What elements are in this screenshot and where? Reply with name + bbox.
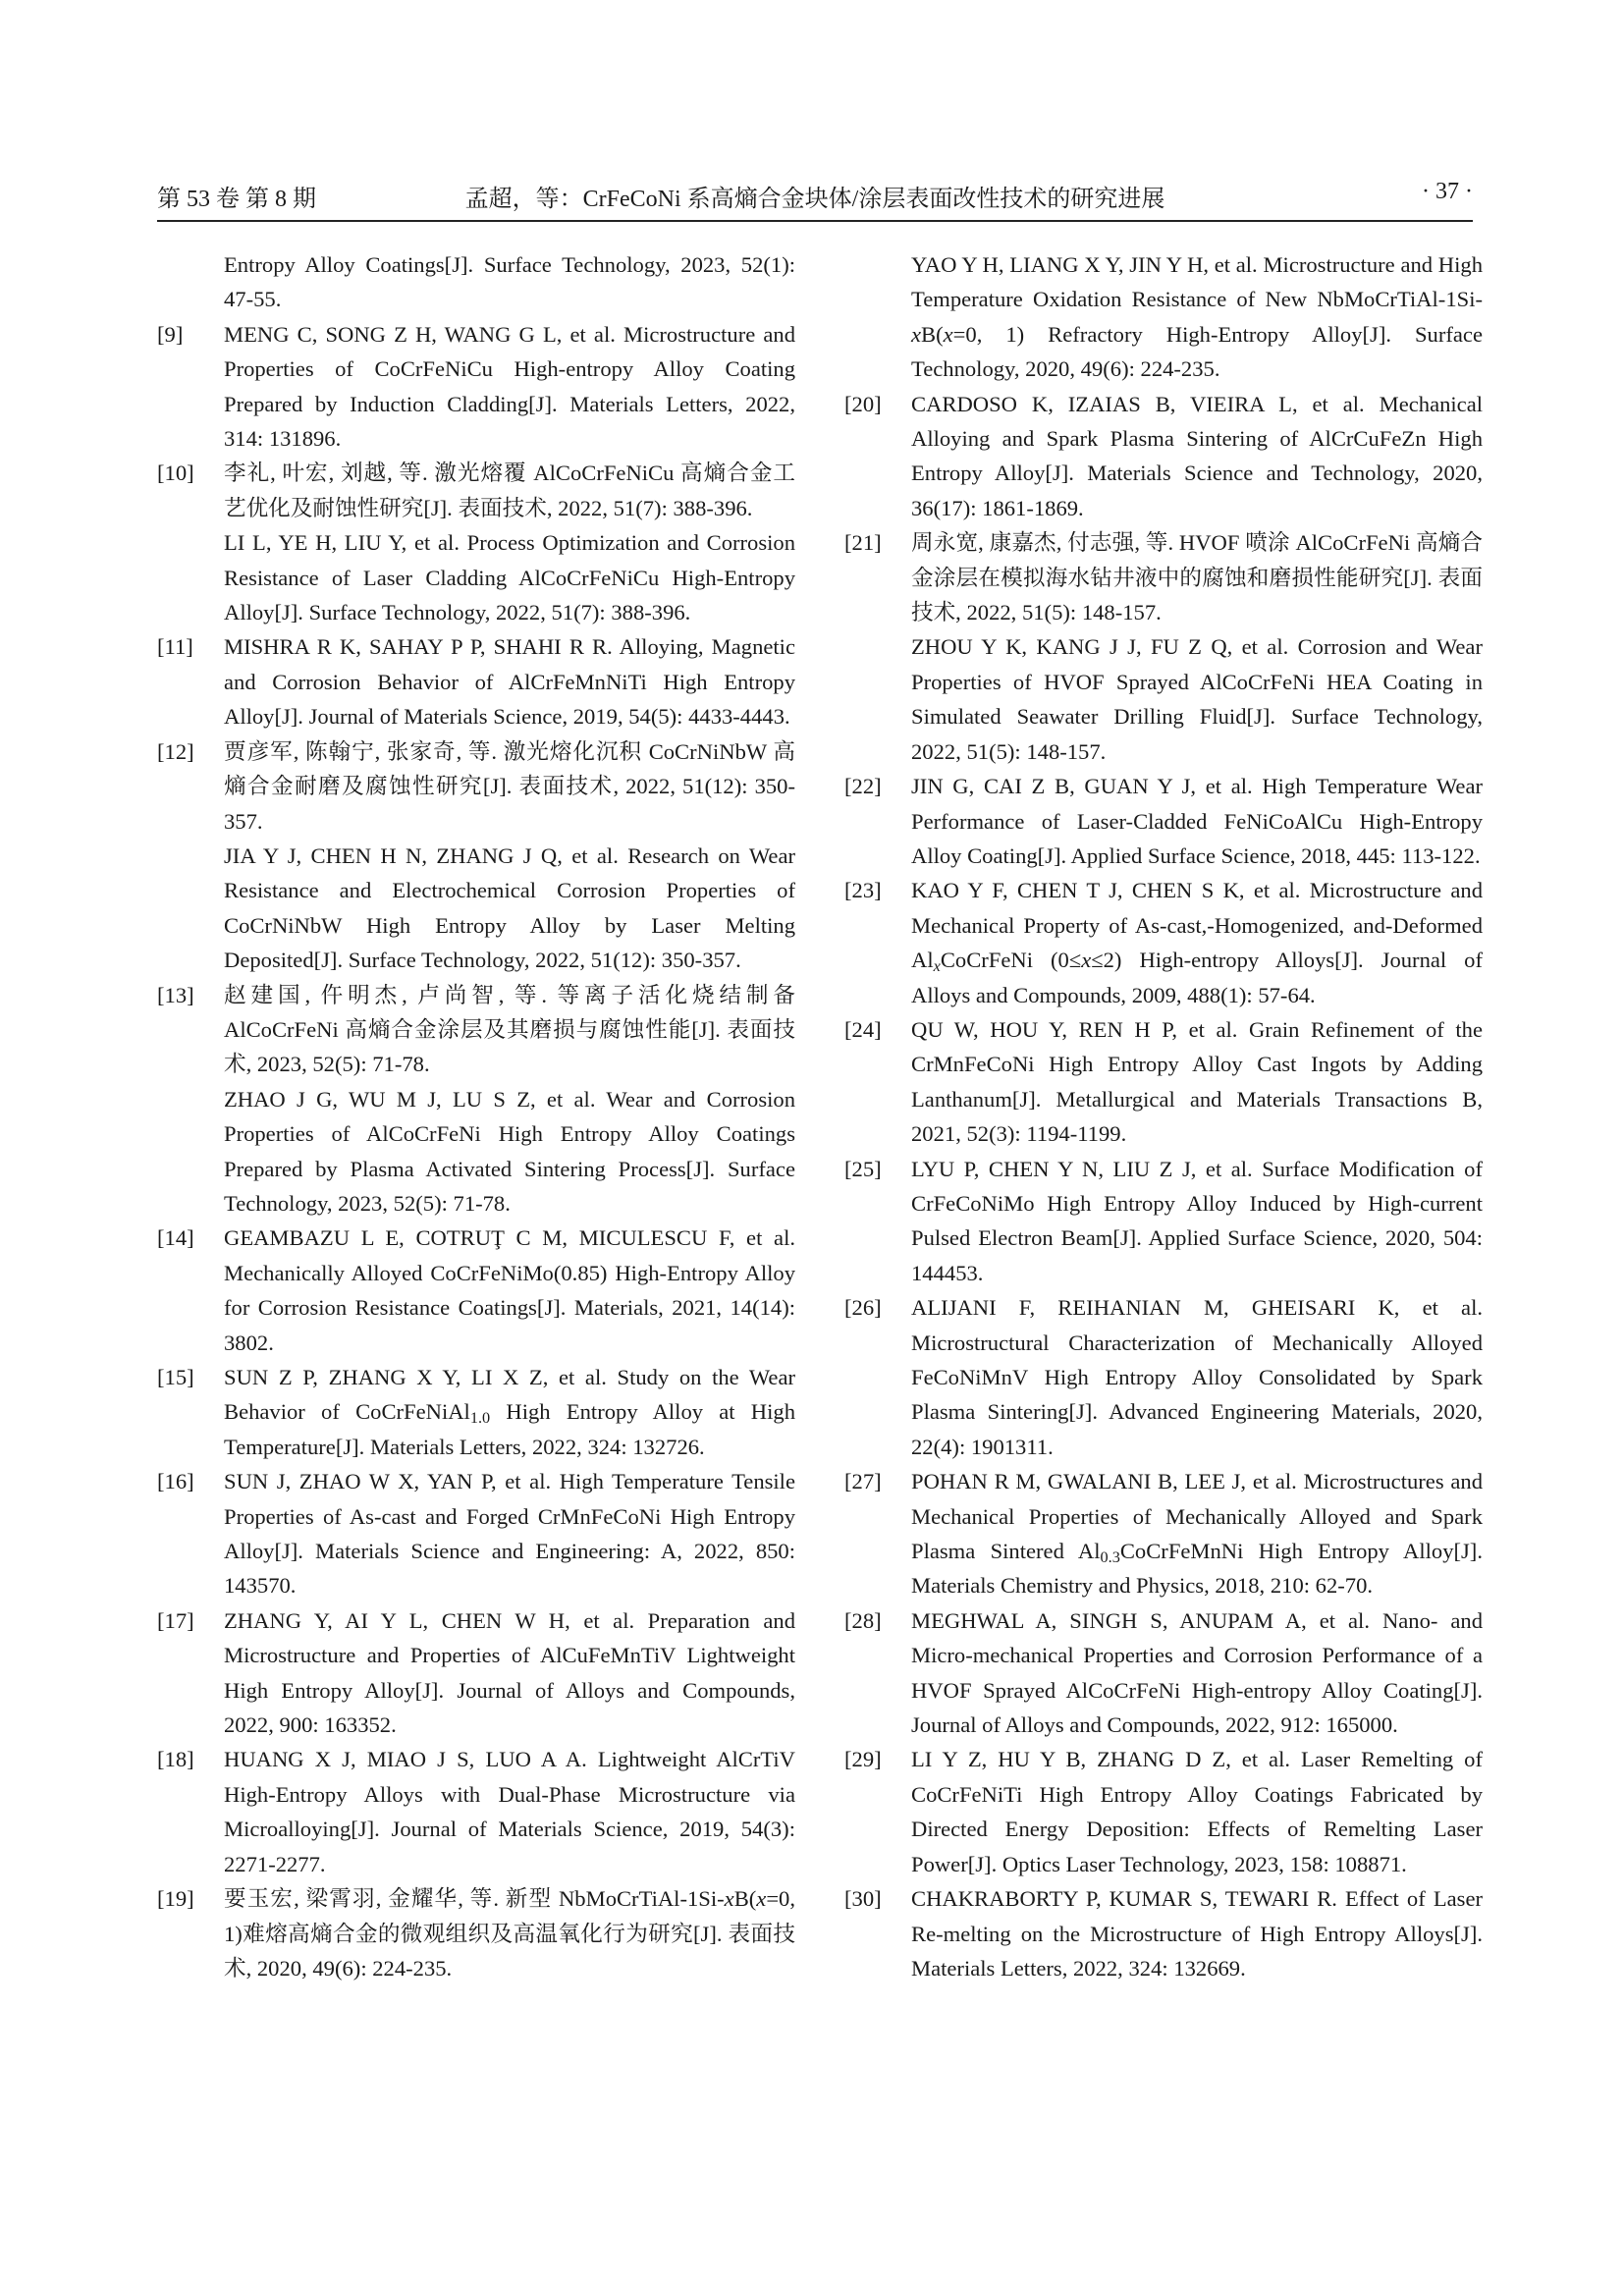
reference-number: [24] xyxy=(844,1016,882,1042)
reference-entry xyxy=(844,1603,1483,1743)
reference-text: MENG C, SONG Z H, WANG G L, et al. Microstructure and Properties of CoCrFeNiCu High-entropy Alloy Coating Prepared by Induction Cladding[J]. Materials Letters, 2022, 314: 131896. xyxy=(224,321,795,452)
reference-text: ALIJANI F, REIHANIAN M, GHEISARI K, et al. Microstructural Characterization of Mechanically Alloyed FeCoNiMnV High Entropy Alloy Consolidated by Spark Plasma Sintering[J]. Advanced Engineering Materials, 2020, 22(4): 1901311. xyxy=(911,1295,1483,1459)
reference-text: JIN G, CAI Z B, GUAN Y J, et al. High Temperature Wear Performance of Laser-Cladded FeNiCoAlCu High-Entropy Alloy Coating[J]. Applied Surface Science, 2018, 445: 113-122. xyxy=(911,774,1483,868)
reference-entry xyxy=(157,1221,795,1360)
reference-entry xyxy=(844,1290,1483,1464)
reference-text: ZHANG Y, AI Y L, CHEN W H, et al. Preparation and Microstructure and Properties of AlCuFeMnTiV Lightweight High Entropy Alloy[J]. Journal of Alloys and Compounds, 2022, 900: 163352. xyxy=(224,1607,795,1738)
volume-issue: 第 53 卷 第 8 期 xyxy=(157,187,316,212)
reference-text: YAO Y H, LIANG X Y, JIN Y H, et al. Microstructure and High Temperature Oxidation Resistance of New NbMoCrTiAl-1Si-xB(x=0, 1) Refractory High-Entropy Alloy[J]. Surface Technology, 2020, 49(6): 224-235. xyxy=(911,252,1483,382)
reference-text: 贾彦军, 陈翰宁, 张家奇, 等. 激光熔化沉积 CoCrNiNbW 高熵合金耐磨及腐蚀性研究[J]. 表面技术, 2022, 51(12): 350-357. xyxy=(224,738,795,834)
reference-entry xyxy=(844,1742,1483,1881)
reference-entry xyxy=(157,1603,795,1743)
reference-text: CARDOSO K, IZAIAS B, VIEIRA L, et al. Mechanical Alloying and Spark Plasma Sintering of AlCrCuFeZn High Entropy Alloy[J]. Materials Science and Technology, 2020, 36(17): 1861-1869. xyxy=(911,391,1483,520)
page-number: · 37 · xyxy=(1422,179,1473,204)
reference-text: SUN J, ZHAO W X, YAN P, et al. High Temperature Tensile Properties of As-cast and Forged CrMnFeCoNi High Entropy Alloy[J]. Materials Science and Engineering: A, 2022, 850: 143570. xyxy=(224,1469,795,1599)
reference-text: 要玉宏, 梁霄羽, 金耀华, 等. 新型 NbMoCrTiAl-1Si-xB(x=0, 1)难熔高熵合金的微观组织及高温氧化行为研究[J]. 表面技术, 2020, 49(6): 224-235. xyxy=(224,1886,795,1981)
reference-text: CHAKRABORTY P, KUMAR S, TEWARI R. Effect of Laser Re-melting on the Microstructure of High Entropy Alloys[J]. Materials Letters, 2022, 324: 132669. xyxy=(911,1886,1483,1981)
reference-entry xyxy=(844,1464,1483,1603)
reference-number: [30] xyxy=(844,1886,882,1912)
reference-number: [29] xyxy=(844,1747,882,1772)
reference-entry xyxy=(157,1881,795,1985)
reference-text: SUN Z P, ZHANG X Y, LI X Z, et al. Study on the Wear Behavior of CoCrFeNiAl$_{1.0}$ High Entropy Alloy at High Temperature[J]. Materials Letters, 2022, 324: 132726. xyxy=(224,1365,795,1459)
reference-text: HUANG X J, MIAO J S, LUO A A. Lightweight AlCrTiV High-Entropy Alloys with Dual-Phase Microstructure via Microalloying[J]. Journal of Materials Science, 2019, 54(3): 2271-2277. xyxy=(224,1747,795,1876)
reference-entry xyxy=(844,525,1483,769)
reference-entry xyxy=(157,978,795,1221)
reference-entry xyxy=(157,456,795,629)
reference-text: ZHAO J G, WU M J, LU S Z, et al. Wear and Corrosion Properties of AlCoCrFeNi High Entropy Alloy Coatings Prepared by Plasma Activated Sintering Process[J]. Surface Technology, 2023, 52(5): 71-78. xyxy=(224,1086,795,1216)
reference-number: [13] xyxy=(157,982,194,1007)
reference-entry xyxy=(157,1464,795,1603)
reference-number: [15] xyxy=(157,1365,194,1389)
reference-number: [20] xyxy=(844,391,882,416)
reference-text: LI L, YE H, LIU Y, et al. Process Optimization and Corrosion Resistance of Laser Cladding AlCoCrFeNiCu High-Entropy Alloy[J]. Surface Technology, 2022, 51(7): 388-396. xyxy=(224,530,795,625)
reference-text: 李礼, 叶宏, 刘越, 等. 激光熔覆 AlCoCrFeNiCu 高熵合金工艺优化及耐蚀性研究[J]. 表面技术, 2022, 51(7): 388-396. xyxy=(224,461,795,520)
reference-text: 赵建国, 仵明杰, 卢尚智, 等. 等离子活化烧结制备 AlCoCrFeNi 高熵合金涂层及其磨损与腐蚀性能[J]. 表面技术, 2023, 52(5): 71-78. xyxy=(224,982,795,1077)
reference-entry xyxy=(157,734,795,978)
reference-text: ZHOU Y K, KANG J J, FU Z Q, et al. Corrosion and Wear Properties of HVOF Sprayed AlCoCrFeNi HEA Coating in Simulated Seawater Drilling Fluid[J]. Surface Technology, 2022, 51(5): 148-157. xyxy=(911,634,1483,764)
reference-number: [25] xyxy=(844,1156,882,1181)
reference-entry xyxy=(157,247,795,317)
running-title: 孟超，等：CrFeCoNi 系高熵合金块体/涂层表面改性技术的研究进展 xyxy=(464,187,1165,212)
references-left-column xyxy=(157,247,795,1985)
reference-text: JIA Y J, CHEN H N, ZHANG J Q, et al. Research on Wear Resistance and Electrochemical Corrosion Properties of CoCrNiNbW High Entropy Alloy by Laser Melting Deposited[J]. Surface Technology, 2022, 51(12): 350-357. xyxy=(224,842,795,973)
references-right-column xyxy=(844,247,1483,1985)
reference-entry xyxy=(844,769,1483,873)
reference-number: [11] xyxy=(157,634,193,660)
reference-number: [26] xyxy=(844,1295,882,1321)
reference-number: [27] xyxy=(844,1469,882,1494)
reference-entry xyxy=(157,1360,795,1464)
reference-entry xyxy=(844,247,1483,387)
reference-text: LYU P, CHEN Y N, LIU Z J, et al. Surface Modification of CrFeCoNiMo High Entropy Alloy Induced by High-current Pulsed Electron Beam[J]. Applied Surface Science, 2020, 504: 144453. xyxy=(911,1156,1483,1285)
reference-entry xyxy=(844,873,1483,1012)
reference-number: [23] xyxy=(844,878,882,903)
reference-text: POHAN R M, GWALANI B, LEE J, et al. Microstructures and Mechanical Properties of Mechanically Alloyed and Spark Plasma Sintered $Al_{0.3}CoCrFeMnNi$ High Entropy Alloy[J]. Materials Chemistry and Physics, 2018, 210: 62-70. xyxy=(911,1469,1483,1599)
reference-text: KAO Y F, CHEN T J, CHEN S K, et al. Microstructure and Mechanical Property of As-cast,-Homogenized, and-Deformed $Al_xCoCrFeNi$ (0≤x≤2) High-entropy Alloys[J]. Journal of Alloys and Compounds, 2009, 488(1): 57-64. xyxy=(911,878,1483,1007)
reference-text: QU W, HOU Y, REN H P, et al. Grain Refinement of the CrMnFeCoNi High Entropy Alloy Cast Ingots by Adding Lanthanum[J]. Metallurgical and Materials Transactions B, 2021, 52(3): 1194-1199. xyxy=(911,1016,1483,1147)
reference-number: [16] xyxy=(157,1469,194,1494)
reference-number: [10] xyxy=(157,461,194,486)
reference-number: [17] xyxy=(157,1607,194,1633)
reference-entry xyxy=(844,1012,1483,1152)
reference-number: [18] xyxy=(157,1747,194,1772)
reference-number: [19] xyxy=(157,1886,194,1912)
reference-number: [28] xyxy=(844,1607,882,1633)
reference-entry xyxy=(844,1881,1483,1985)
reference-text: Entropy Alloy Coatings[J]. Surface Technology, 2023, 52(1): 47-55. xyxy=(224,252,795,312)
reference-number: [14] xyxy=(157,1225,194,1251)
running-header xyxy=(157,177,1473,222)
reference-entry xyxy=(157,317,795,457)
reference-number: [9] xyxy=(157,321,184,347)
reference-text: 周永宽, 康嘉杰, 付志强, 等. HVOF 喷涂 AlCoCrFeNi 高熵合金涂层在模拟海水钻井液中的腐蚀和磨损性能研究[J]. 表面技术, 2022, 51(5): 148-157. xyxy=(911,530,1483,625)
reference-number: [12] xyxy=(157,738,194,764)
reference-text: LI Y Z, HU Y B, ZHANG D Z, et al. Laser Remelting of CoCrFeNiTi High Entropy Alloy Coatings Fabricated by Directed Energy Deposition: Effects of Remelting Laser Power[J]. Optics Laser Technology, 2023, 158: 108871. xyxy=(911,1747,1483,1876)
reference-entry xyxy=(157,629,795,733)
reference-number: [22] xyxy=(844,774,882,799)
reference-entry xyxy=(844,387,1483,526)
reference-text: GEAMBAZU L E, COTRUŢ C M, MICULESCU F, et al. Mechanically Alloyed CoCrFeNiMo(0.85) High-Entropy Alloy for Corrosion Resistance Coatings[J]. Materials, 2021, 14(14): 3802. xyxy=(224,1225,795,1355)
reference-text: MISHRA R K, SAHAY P P, SHAHI R R. Alloying, Magnetic and Corrosion Behavior of AlCrFeMnNiTi High Entropy Alloy[J]. Journal of Materials Science, 2019, 54(5): 4433-4443. xyxy=(224,634,795,730)
reference-entry xyxy=(844,1152,1483,1291)
reference-text: MEGHWAL A, SINGH S, ANUPAM A, et al. Nano- and Micro-mechanical Properties and Corrosion Performance of a HVOF Sprayed AlCoCrFeNi High-entropy Alloy Coating[J]. Journal of Alloys and Compounds, 2022, 912: 165000. xyxy=(911,1607,1483,1738)
reference-number: [21] xyxy=(844,530,882,556)
reference-entry xyxy=(157,1742,795,1881)
